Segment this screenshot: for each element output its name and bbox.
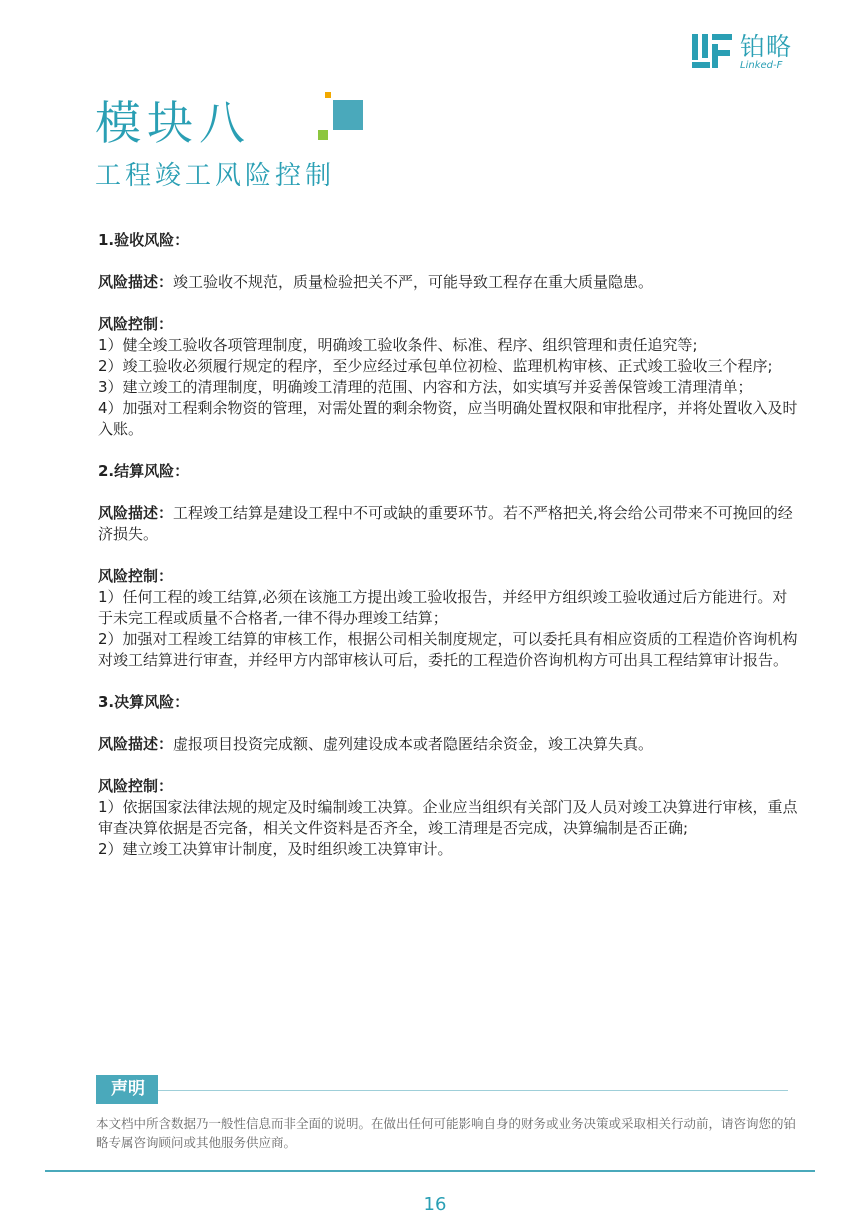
deco-square-green-icon — [318, 130, 328, 140]
control-label: 风险控制： — [98, 567, 174, 585]
logo-mark-icon — [692, 32, 736, 72]
section-heading: 3.决算风险： — [98, 693, 190, 711]
risk-description — [98, 503, 798, 545]
control-item: 1）任何工程的竣工结算,必须在该施工方提出竣工验收报告，并经甲方组织竣工验收通过后方能进行。对于未完工程或质量不合格者,一律不得办理竣工结算； — [98, 588, 788, 627]
control-label: 风险控制： — [98, 315, 174, 333]
control-item: 4）加强对工程剩余物资的管理，对需处置的剩余物资，应当明确处置权限和审批程序，并将处置收入及时入账。 — [98, 399, 798, 438]
section-heading: 1.验收风险： — [98, 231, 190, 249]
desc-text: 竣工验收不规范，质量检验把关不严，可能导致工程存在重大质量隐患。 — [173, 273, 654, 291]
notice-text: 本文档中所含数据乃一般性信息而非全面的说明。在做出任何可能影响自身的财务或业务决策或采取相关行动前，请咨询您的铂略专属咨询顾问或其他服务供应商。 — [96, 1116, 797, 1150]
logo-chinese-text: 铂略 — [740, 31, 793, 61]
control-item: 3）建立竣工的清理制度，明确竣工清理的范围、内容和方法，如实填写并妥善保管竣工清理清单； — [98, 378, 753, 396]
control-item: 2）竣工验收必须履行规定的程序，至少应经过承包单位初检、监理机构审核、正式竣工验收三个程序; — [98, 357, 773, 375]
desc-label: 风险描述： — [98, 273, 174, 291]
control-item: 1）健全竣工验收各项管理制度，明确竣工验收条件、标准、程序、组织管理和责任追究等; — [98, 336, 698, 354]
notice-divider — [158, 1090, 788, 1091]
desc-label: 风险描述： — [98, 504, 174, 522]
notice-label: 声明 — [111, 1079, 145, 1099]
module-subtitle: 工程竣工风险控制 — [95, 161, 336, 191]
page-number: 16 — [423, 1194, 447, 1215]
control-label: 风险控制： — [98, 777, 174, 795]
footer-divider — [45, 1170, 815, 1172]
deco-square-large-icon — [333, 100, 363, 130]
control-item: 1）依据国家法律法规的规定及时编制竣工决算。企业应当组织有关部门及人员对竣工决算进行审核，重点审查决算依据是否完备，相关文件资料是否齐全，竣工清理是否完成，决算编制是否正确; — [98, 798, 798, 837]
logo-english-text: Linked-F — [740, 59, 783, 71]
desc-text: 工程竣工结算是建设工程中不可或缺的重要环节。若不严格把关,将会给公司带来不可挽回的经济损失。 — [98, 504, 793, 543]
module-title: 模块八 — [95, 96, 251, 150]
section-heading: 2.结算风险： — [98, 462, 190, 480]
control-item: 2）建立竣工决算审计制度，及时组织竣工决算审计。 — [98, 840, 453, 858]
brand-logo — [692, 32, 792, 72]
document-body — [98, 230, 798, 860]
control-item: 2）加强对工程竣工结算的审核工作，根据公司相关制度规定，可以委托具有相应资质的工程造价咨询机构对竣工结算进行审查，并经甲方内部审核认可后，委托的工程造价咨询机构方可出具工程结算审计报告。 — [98, 630, 798, 669]
deco-square-small-icon — [325, 92, 331, 98]
risk-description — [98, 734, 798, 755]
desc-label: 风险描述： — [98, 735, 174, 753]
desc-text: 虚报项目投资完成额、虚列建设成本或者隐匿结余资金，竣工决算失真。 — [173, 735, 654, 753]
risk-description — [98, 272, 798, 293]
